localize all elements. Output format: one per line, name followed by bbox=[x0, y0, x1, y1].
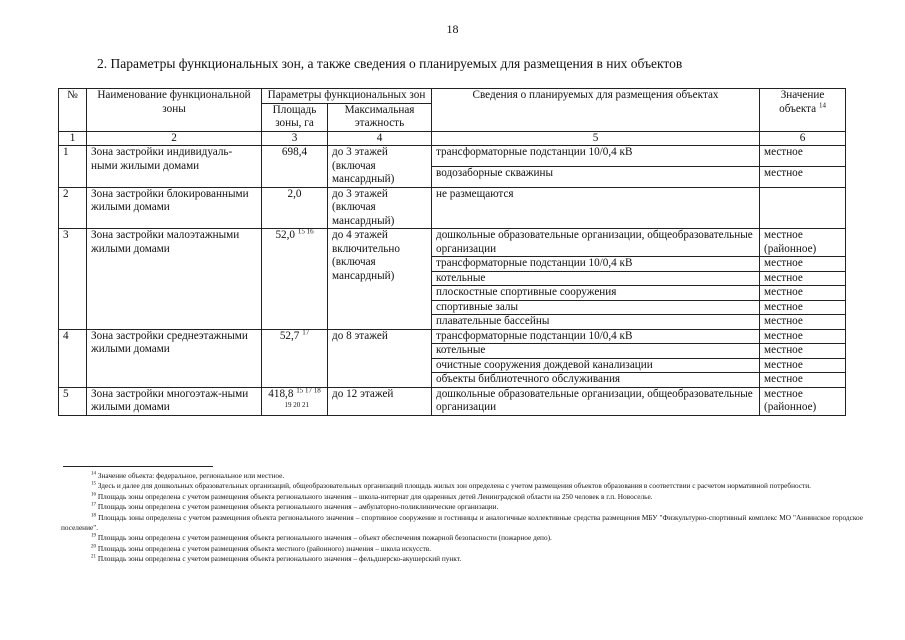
footnote-text: Площадь зоны определена с учетом размещения объекта местного (районного) значения – школа искусств. bbox=[97, 543, 432, 553]
object-name: котельные bbox=[432, 271, 760, 286]
zone-name: Зона застройки малоэтажными жилыми домами bbox=[87, 229, 262, 330]
header-significance: Значение объекта $^{14}$ bbox=[760, 89, 846, 132]
footnote-text: Площадь зоны определена с учетом размещения объекта регионального значения – школа-интернат для одаренных детей Ленинградской области на 250 человек в г.п. Новоселье. bbox=[97, 491, 653, 501]
footnote-ref: 17 bbox=[302, 327, 310, 336]
object-significance: местное bbox=[760, 271, 846, 286]
footnote-number: 14 bbox=[91, 471, 96, 477]
footnote bbox=[61, 481, 863, 491]
zone-max-floors: до 8 этажей bbox=[328, 329, 432, 387]
zone-name: Зона застройки многоэтаж-ными жилыми домами bbox=[87, 387, 262, 415]
area-value: 52,7 bbox=[279, 329, 300, 342]
zone-area bbox=[262, 187, 328, 229]
footnote-number: 21 bbox=[91, 554, 96, 560]
footnote bbox=[61, 544, 863, 554]
zone-name: Зона застройки индивидуаль-ными жилыми домами bbox=[87, 146, 262, 188]
object-name: не размещаются bbox=[432, 187, 760, 229]
object-name: плавательные бассейны bbox=[432, 315, 760, 330]
object-significance: местное (районное) bbox=[760, 387, 846, 415]
zone-area bbox=[262, 329, 328, 387]
zone-number: 5 bbox=[59, 387, 87, 415]
area-value: 2,0 bbox=[287, 187, 302, 200]
footnote-number: 17 bbox=[91, 502, 96, 508]
object-significance: местное bbox=[760, 300, 846, 315]
footnote bbox=[61, 492, 863, 502]
object-significance: местное bbox=[760, 257, 846, 272]
object-name: трансформаторные подстанции 10/0,4 кВ bbox=[432, 146, 760, 167]
footnote bbox=[61, 471, 863, 481]
area-value: 418,8 bbox=[268, 387, 294, 400]
object-name: водозаборные скважины bbox=[432, 166, 760, 187]
footnote-number: 18 bbox=[91, 513, 96, 519]
header-row bbox=[59, 89, 846, 104]
table-row bbox=[59, 146, 846, 167]
object-name: трансформаторные подстанции 10/0,4 кВ bbox=[432, 257, 760, 272]
header-objects: Сведения о планируемых для размещения объектах bbox=[432, 89, 760, 132]
zone-max-floors: до 12 этажей bbox=[328, 387, 432, 415]
col-number: 4 bbox=[328, 131, 432, 146]
zone-max-floors: до 3 этажей (включая мансардный) bbox=[328, 187, 432, 229]
object-significance: местное bbox=[760, 358, 846, 373]
header-zone-params: Параметры функциональных зон bbox=[262, 89, 432, 104]
header-zone-name: Наименование функциональной зоны bbox=[87, 89, 262, 132]
footnote bbox=[61, 513, 863, 534]
zone-name: Зона застройки среднеэтажными жилыми домами bbox=[87, 329, 262, 387]
col-number: 3 bbox=[262, 131, 328, 146]
footnote-text: Площадь зоны определена с учетом размещения объекта регионального значения – фельдшерско-акушерский пункт. bbox=[97, 554, 462, 564]
object-significance: местное bbox=[760, 373, 846, 388]
col-number: 1 bbox=[59, 131, 87, 146]
area-value: 52,0 bbox=[275, 229, 296, 241]
table-row bbox=[59, 229, 846, 257]
footnote-text: Площадь зоны определена с учетом размещения объекта регионального значения – амбулаторно-поликлинические организации. bbox=[97, 502, 499, 512]
object-name: дошкольные образовательные организации, общеобразовательные организации bbox=[432, 229, 760, 257]
zones-table bbox=[58, 88, 846, 416]
column-numbers-row bbox=[59, 131, 846, 146]
footnote-text: Здесь и далее для дошкольных образовательных организаций, общеобразовательных организаций площадь жилых зон определена с учетом размещения объектов образования в соответствии с расчетом нормативной потребности. bbox=[97, 481, 811, 491]
zone-number: 1 bbox=[59, 146, 87, 188]
object-significance: местное bbox=[760, 344, 846, 359]
object-significance: местное bbox=[760, 166, 846, 187]
header-area: Площадь зоны, га bbox=[262, 103, 328, 131]
footnote-ref: 14 bbox=[818, 100, 826, 109]
zone-number: 4 bbox=[59, 329, 87, 387]
footnote-number: 16 bbox=[91, 492, 96, 498]
table-row bbox=[59, 329, 846, 344]
table-row bbox=[59, 387, 846, 415]
col-number: 6 bbox=[760, 131, 846, 146]
zone-number: 3 bbox=[59, 229, 87, 330]
object-significance: местное bbox=[760, 286, 846, 301]
header-max-floors: Максимальная этажность bbox=[328, 103, 432, 131]
zone-number: 2 bbox=[59, 187, 87, 229]
object-name: трансформаторные подстанции 10/0,4 кВ bbox=[432, 329, 760, 344]
footnotes bbox=[61, 471, 863, 565]
object-significance: местное (районное) bbox=[760, 229, 846, 257]
object-significance: местное bbox=[760, 315, 846, 330]
footnote bbox=[61, 502, 863, 512]
object-significance: местное bbox=[760, 146, 846, 167]
area-value: 698,4 bbox=[281, 146, 308, 158]
footnote bbox=[61, 554, 863, 564]
table-row bbox=[59, 187, 846, 229]
footnote-number: 20 bbox=[91, 544, 96, 550]
zone-max-floors: до 3 этажей (включая мансардный) bbox=[328, 146, 432, 188]
section-heading: 2. Параметры функциональных зон, а также сведения о планируемых для размещения в них объектов bbox=[97, 56, 683, 71]
object-name: котельные bbox=[432, 344, 760, 359]
object-significance: местное bbox=[760, 329, 846, 344]
footnote-ref: 15 16 bbox=[297, 227, 314, 236]
zone-area bbox=[262, 229, 328, 330]
zone-area bbox=[262, 387, 328, 415]
footnote-number: 19 bbox=[91, 534, 96, 540]
footnote-separator bbox=[63, 466, 213, 467]
footnote-ref: 15 17 18 bbox=[296, 385, 321, 394]
footnote-text: Площадь зоны определена с учетом размещения объекта регионального значения – спортивное сооружение и гостиницы и аналогичные коллективные средства размещения МБУ "Физкультурно-спортивный комплекс МО "Аннинское городское поселение". bbox=[61, 512, 864, 533]
zone-name: Зона застройки блокированными жилыми домами bbox=[87, 187, 262, 229]
object-name: спортивные залы bbox=[432, 300, 760, 315]
footnote-text: Площадь зоны определена с учетом размещения объекта регионального значения – объект обеспечения пожарной безопасности (пожарное депо). bbox=[97, 533, 552, 543]
header-num: № bbox=[59, 89, 87, 132]
zone-area bbox=[262, 146, 328, 188]
object-name: очистные сооружения дождевой канализации bbox=[432, 358, 760, 373]
object-name: плоскостные спортивные сооружения bbox=[432, 286, 760, 301]
col-number: 5 bbox=[432, 131, 760, 146]
page-number: 18 bbox=[446, 22, 459, 36]
footnote-number: 15 bbox=[91, 481, 96, 487]
col-number: 2 bbox=[87, 131, 262, 146]
object-name: дошкольные образовательные организации, общеобразовательные организации bbox=[432, 387, 760, 415]
footnote-text: Значение объекта: федеральное, региональное или местное. bbox=[97, 471, 285, 480]
object-name: объекты библиотечного обслуживания bbox=[432, 373, 760, 388]
footnote-ref: 19 20 21 bbox=[284, 401, 309, 409]
zone-max-floors: до 4 этажей включительно (включая мансардный) bbox=[328, 229, 432, 330]
object-significance bbox=[760, 187, 846, 229]
footnote bbox=[61, 533, 863, 543]
